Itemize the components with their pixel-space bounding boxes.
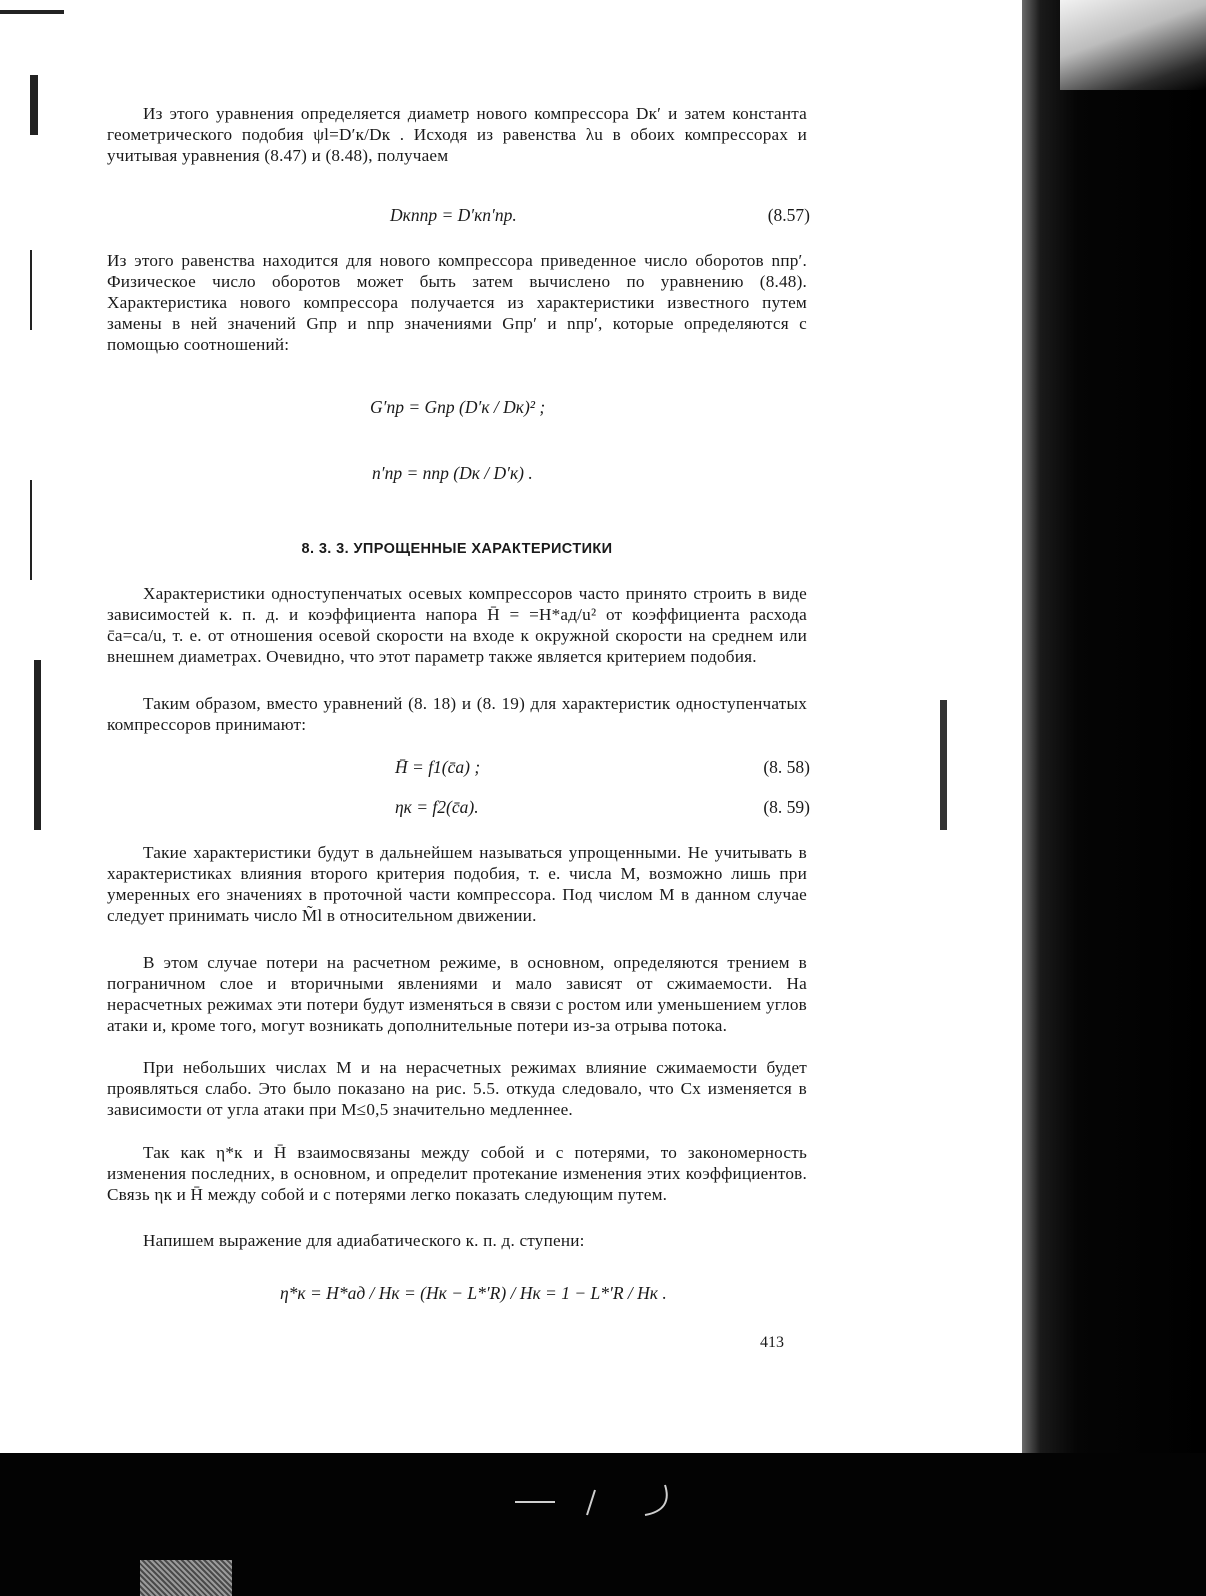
paragraph-7: При небольших числах М и на нерасчетных режимах влияние сжимаемости будет проявляться слабо. Это было показано на рис. 5.5. откуда следовало, что Cx изменяется в зависимости от угла атаки при M≤0,5 значительно медленнее. — [107, 1058, 807, 1119]
scan-margin-tick — [0, 10, 64, 14]
paragraph-2: Из этого равенства находится для нового компрессора приведенное число оборотов nпр′. Физическое число оборотов может быть затем вычислено по уравнению (8.48). Характеристика нового компрессора получается из характеристики известного путем замены в ней значений Gпр и nпр значениями Gпр′ и nпр′, которые определяются с помощью соотношений: — [107, 251, 807, 354]
equation-number-8-57: (8.57) — [767, 205, 810, 225]
equation-number-8-59: (8. 59) — [763, 797, 810, 817]
scan-pen-scribble — [515, 1480, 695, 1520]
scan-margin-mark — [30, 480, 32, 580]
paragraph-3: Характеристики одноступенчатых осевых компрессоров часто принято строить в виде зависимостей к. п. д. и коэффициента напора H̄ = =H*ад/u² от коэффициента расхода c̄a=ca/u, т. е. от отношения осевой скорости на входе к окружной скорости на среднем или внешнем диаметрах. Очевидно, что этот параметр также является критерием подобия. — [107, 584, 807, 666]
scan-margin-mark — [34, 660, 41, 830]
scan-margin-mark — [30, 75, 38, 135]
paragraph-9: Напишем выражение для адиабатического к. п. д. ступени: — [143, 1231, 585, 1250]
equation-8-57: Dкnпр = D′кn′пр. — [390, 205, 517, 225]
equation-adiabatic-efficiency: η*к = H*ад / Hк = (Hк − L*′R) / Hк = 1 − L*′R / Hк . — [280, 1283, 667, 1303]
paragraph-6: В этом случае потери на расчетном режиме, в основном, определяются трением в пограничном слое и вторичными явлениями и мало зависят от сжимаемости. На нерасчетных режимах эти потери будут изменяться в связи с ростом или уменьшением углов атаки и, кроме того, могут возникать дополнительные потери из-за отрыва потока. — [107, 953, 807, 1035]
equation-g-ratio: G′пр = Gпр (D′к / Dк)² ; — [370, 397, 546, 417]
equation-8-59: ηк = f2(c̄a). — [395, 797, 479, 817]
scan-margin-mark — [940, 700, 947, 830]
paragraph-8: Так как η*к и H̄ взаимосвязаны между собой и с потерями, то закономерность изменения последних, в основном, и определит протекание изменения этих коэффициентов. Связь ηк и H̄ между собой и с потерями легко показать следующим путем. — [107, 1143, 807, 1204]
scan-dark-edge-right — [1022, 0, 1206, 1596]
equation-number-8-58: (8. 58) — [763, 757, 810, 777]
page-number: 413 — [760, 1334, 784, 1351]
paragraph-1: Из этого уравнения определяется диаметр нового компрессора Dк′ и затем константа геометрического подобия ψl=D′к/Dк . Исходя из равенства λu в обоих компрессорах и учитывая уравнения (8.47) и (8.48), получаем — [107, 104, 807, 165]
equation-8-58: H̄ = f1(c̄a) ; — [395, 757, 481, 777]
scan-edge-highlight — [1060, 0, 1206, 90]
scan-margin-mark — [30, 250, 32, 330]
paragraph-4: Таким образом, вместо уравнений (8. 18) и (8. 19) для характеристик одноступенчатых компрессоров принимают: — [107, 694, 807, 734]
equation-n-ratio: n′пр = nпр (Dк / D′к) . — [372, 463, 533, 483]
paragraph-5: Такие характеристики будут в дальнейшем называться упрощенными. Не учитывать в характеристиках влияния второго критерия подобия, т. е. числа М, возможно лишь при умеренных его значениях в проточной части компрессора. Под числом М в данном случае следует принимать число M̃l в относительном движении. — [107, 843, 807, 925]
scan-noise-patch — [140, 1560, 232, 1596]
section-heading: 8. 3. 3. УПРОЩЕННЫЕ ХАРАКТЕРИСТИКИ — [301, 541, 613, 557]
